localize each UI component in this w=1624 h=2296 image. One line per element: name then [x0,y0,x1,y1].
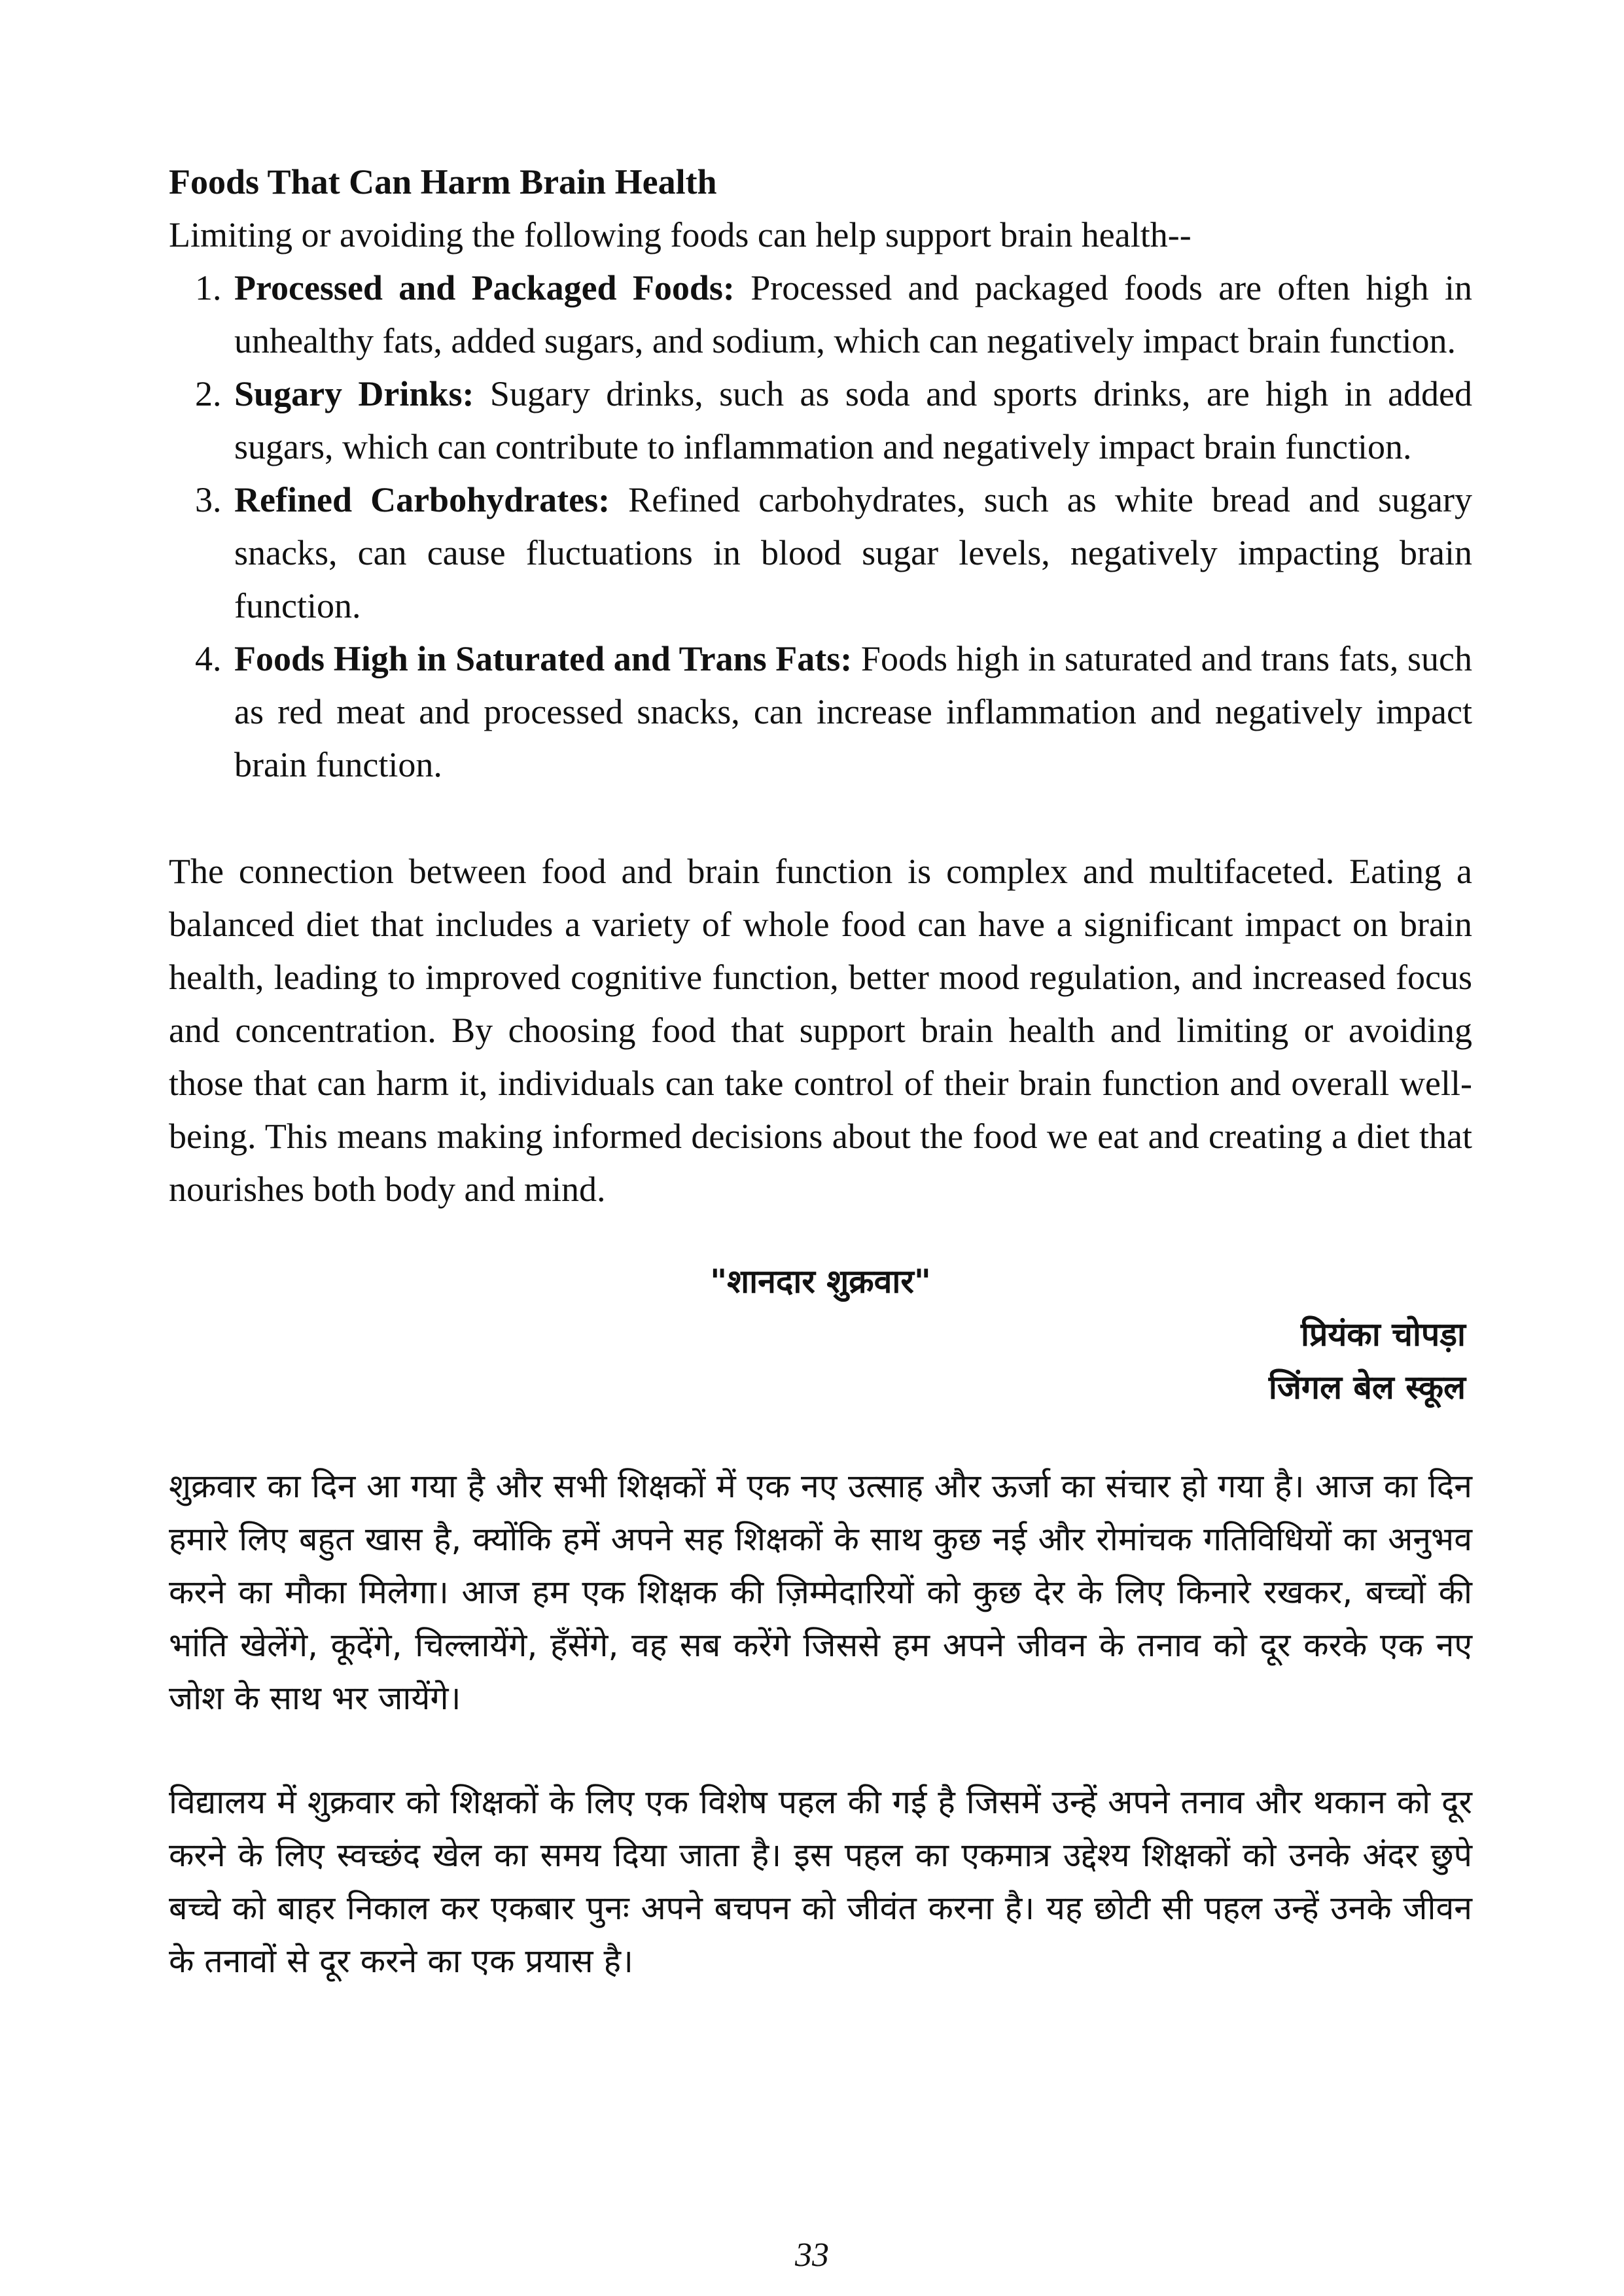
list-term: Processed and Packaged Foods: [234,268,735,307]
school-name: जिंगल बेल स्कूल [1268,1368,1466,1406]
list-item [169,262,1472,368]
list-text: Processed and packaged foods are often high in unhealthy fats, added sugars, and sodium, which can negatively impact brain function. [234,268,1472,360]
section-heading: Foods That Can Harm Brain Health [169,162,717,201]
list-item [169,633,1472,791]
list-number: 4. [195,639,222,678]
hindi-paragraph-2: विद्यालय में शुक्रवार को शिक्षकों के लिए एक विशेष पहल की गई है जिसमें उन्हें अपने तनाव और थकान को दूर करने के लिए स्वच्छंद खेल का समय दिया जाता है। इस पहल का एकमात्र उद्देश्य शिक्षकों को उनके अंदर छुपे बच्चे को बाहर निकाल कर एकबार पुनः अपने बचपन को जीवंत करना है। यह छोटी सी पहल उन्हें उनके जीवन के तनावों से दूर करने का एक प्रयास है। [169,1783,1472,1980]
list-text: Sugary drinks, such as soda and sports drinks, are high in added sugars, which can contribute to inflammation and negatively impact brain function. [234,374,1472,466]
list-term: Sugary Drinks: [234,374,474,413]
list-text: Refined carbohydrates, such as white bread and sugary snacks, can cause fluctuations in blood sugar levels, negatively impacting brain function. [234,480,1473,625]
list-item [169,368,1472,474]
author-name: प्रियंका चोपड़ा [1301,1315,1466,1353]
intro-text: Limiting or avoiding the following foods can help support brain health-- [169,215,1192,254]
hindi-article-title: "शानदार शुक्रवार" [710,1262,931,1300]
harmful-foods-list [169,262,1472,791]
hindi-paragraph-1: शुक्रवार का दिन आ गया है और सभी शिक्षकों में एक नए उत्साह और ऊर्जा का संचार हो गया है। आज का दिन हमारे लिए बहुत खास है, क्योंकि हमें अपने सह शिक्षकों के साथ कुछ नई और रोमांचक गतिविधियों का अनुभव करने का मौका मिलेगा। आज हम एक शिक्षक की ज़िम्मेदारियों को कुछ देर के लिए किनारे रखकर, बच्चों की भांति खेलेंगे, कूदेंगे, चिल्लायेंगे, हँसेंगे, वह सब करेंगे जिससे हम अपने जीवन के तनाव को दूर करके एक नए जोश के साथ भर जायेंगे। [169,1467,1472,1717]
conclusion-paragraph: The connection between food and brain function is complex and multifaceted. Eating a balanced diet that includes a variety of whole food can have a significant impact on brain health, leading to improved cognitive function, better mood regulation, and increased focus and concentration. By choosing food that support brain health and limiting or avoiding those that can harm it, individuals can take control of their brain function and overall well-being. This means making informed decisions about the food we eat and creating a diet that nourishes both body and mind. [169,852,1472,1209]
list-term: Refined Carbohydrates: [234,480,610,519]
list-number: 3. [195,480,222,519]
list-term: Foods High in Saturated and Trans Fats: [234,639,853,678]
list-item [169,474,1472,633]
list-number: 1. [195,268,222,307]
list-number: 2. [195,374,222,413]
list-text: Foods high in saturated and trans fats, such as red meat and processed snacks, can increase inflammation and negatively impact brain function. [234,639,1472,784]
document-page [169,156,1472,1988]
page-number: 33 [795,2236,829,2274]
